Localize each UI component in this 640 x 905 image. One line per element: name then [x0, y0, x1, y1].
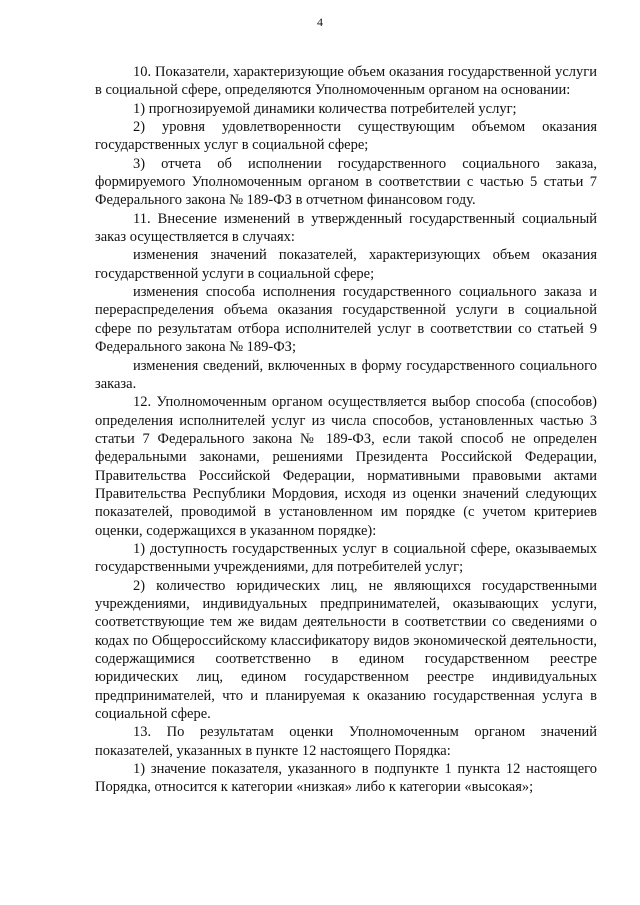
- paragraph-13: 13. По результатам оценки Уполномоченным органом значений показателей, указанных в пункте 12 настоящего Порядка:: [95, 724, 597, 759]
- paragraph-11-case-1: изменения значений показателей, характеризующих объем оказания государственной услуги в социальной сфере;: [95, 247, 597, 282]
- paragraph-12: 12. Уполномоченным органом осуществляется выбор способа (способов) определения исполнителей услуг из числа способов, установленных частью 3 статьи 7 Федерального закона № 189-ФЗ, если такой способ не определен федеральными законами, решениями Президента Российской Федерации, Правительства Российской Федерации, нормативными правовыми актами Правительства Республики Мордовия, исходя из оценки значений следующих показателей, проводимой в установленном им порядке (с учетом критериев оценки, содержащихся в указанном порядке):: [95, 394, 597, 539]
- paragraph-11-case-2: изменения способа исполнения государственного социального заказа и перераспределения объема оказания государственной услуги в социальной сфере по результатам отбора исполнителей услуг в соответствии со статьей 9 Федерального закона № 189-ФЗ;: [95, 284, 597, 356]
- page-number: 4: [317, 15, 323, 29]
- paragraph-10-item-1: 1) прогнозируемой динамики количества потребителей услуг;: [133, 100, 517, 117]
- paragraph-10-item-3: 3) отчета об исполнении государственного социального заказа, формируемого Уполномоченным органом в соответствии с частью 5 статьи 7 Федерального закона № 189-ФЗ в отчетном финансовом году.: [95, 155, 597, 209]
- paragraph-10-item-2: 2) уровня удовлетворенности существующим объемом оказания государственных услуг в социальной сфере;: [95, 119, 597, 154]
- paragraph-11: 11. Внесение изменений в утвержденный государственный социальный заказ осуществляется в случаях:: [95, 210, 597, 246]
- paragraph-12-item-1: 1) доступность государственных услуг в социальной сфере, оказываемых государственными учреждениями, для потребителей услуг;: [95, 540, 597, 576]
- paragraph-13-item-1: 1) значение показателя, указанного в подпункте 1 пункта 12 настоящего Порядка, относится к категории «низкая» либо к категории «высокая»;: [95, 761, 597, 796]
- paragraph-12-item-2: 2) количество юридических лиц, не являющихся государственными учреждениями, индивидуальных предпринимателей, оказывающих услуги, соответствующие тем же видам деятельности в соответствии со сведениями о кодах по Общероссийскому классификатору видов экономической деятельности, содержащимися соответственно в едином государственном реестре юридических лиц, едином государственном реестре индивидуальных предпринимателей, что и планируемая к оказанию государственная услуга в социальной сфере.: [95, 577, 597, 723]
- paragraph-11-case-3: изменения сведений, включенных в форму государственного социального заказа.: [95, 357, 597, 392]
- document-body: [95, 63, 597, 797]
- paragraph-10: 10. Показатели, характеризующие объем оказания государственной услуги в социальной сфере, определяются Уполномоченным органом на основании:: [95, 64, 597, 99]
